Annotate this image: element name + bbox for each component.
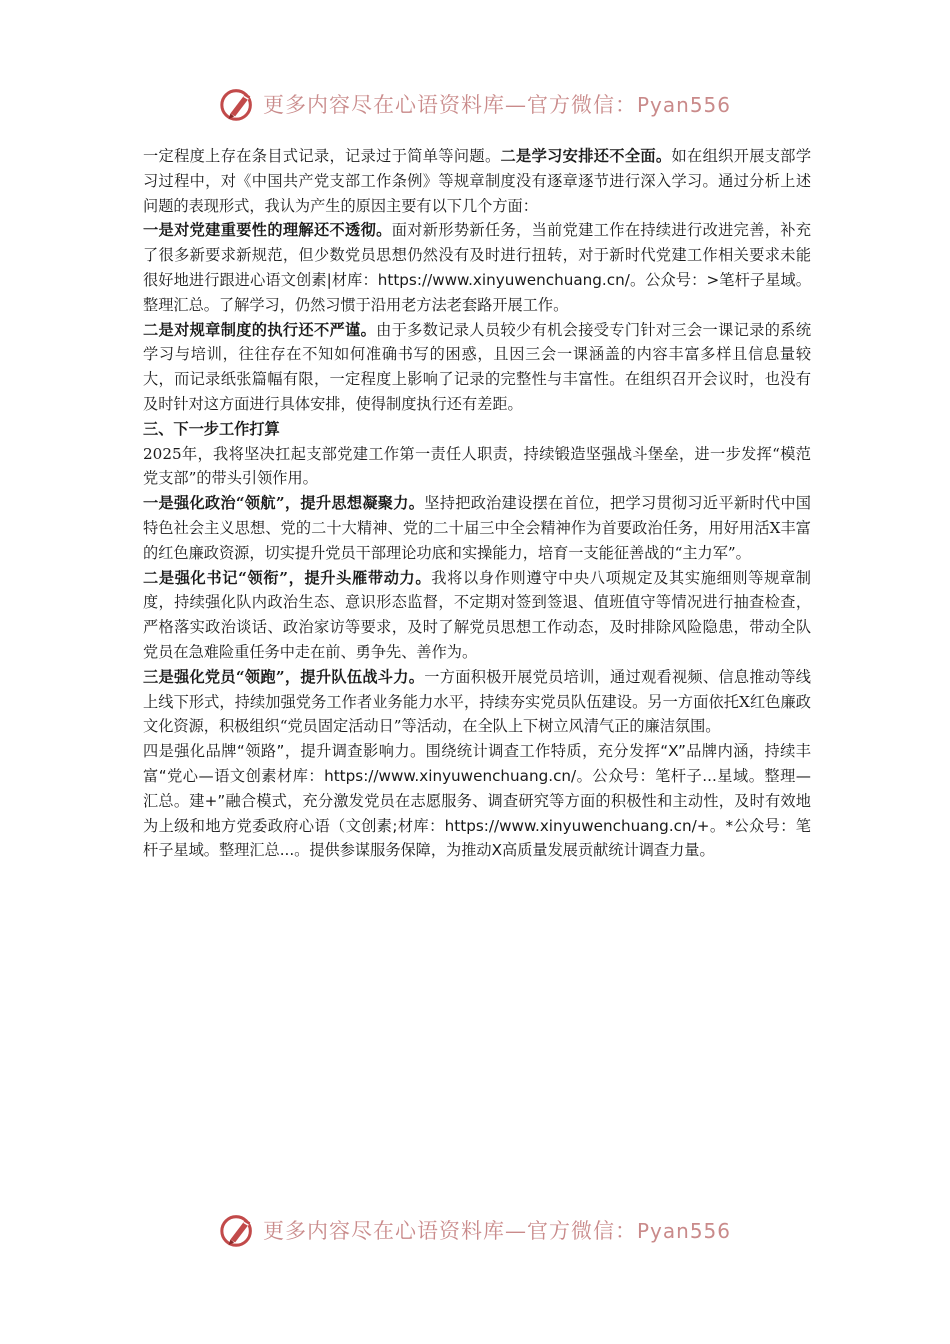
bold-run: 三、下一步工作打算 xyxy=(143,419,280,438)
text-run: 一定程度上存在条目式记录，记录过于简单等问题。 xyxy=(143,147,501,165)
document-body xyxy=(143,144,811,863)
paragraph xyxy=(143,218,811,317)
header-banner xyxy=(0,82,950,126)
paragraph xyxy=(143,665,811,739)
bold-run: 一是强化政治“领航”，提升思想凝聚力。 xyxy=(143,494,425,513)
text-run: 四是强化品牌“领路”，提升调查影响力。围绕统计调查工作特质，充分发挥“X”品牌内涵，持续丰富“党心—语文创素材库：https://www.xinyuwenchuang.cn/。公众号：笔杆子...星域。整理—汇总。建+”融合模式，充分激发党员在志愿服务、调查研究等方面的积极性和主动性，及时有效地为上级和地方党委政府心语（文创素;材库：https://www.xinyuwenchuang.cn/+。*公众号：笔杆子星域。整理汇总...。提供参谋服务保障，为推动X高质量发展贡献统计调查力量。 xyxy=(143,742,811,860)
paragraph xyxy=(143,318,811,417)
wechat-id: Pyan556 xyxy=(636,93,731,117)
paragraph xyxy=(143,739,811,863)
bold-run: 三是强化党员“领跑”，提升队伍战斗力。 xyxy=(143,667,425,686)
bold-run: 二是学习安排还不全面。 xyxy=(500,147,672,165)
text-run: 面对新形势新任务，当前党建工作在持续进行改进完善，补充了很多新要求新规范，但少数党员思想仍然没有及时进行扭转，对于新时代党建工作相关要求未能很好地进行跟进心语文创素|材库：https://www.xinyuwenchuang.cn/。公众号：>笔杆子星域。整理汇总。了解学习，仍然习惯于沿用老方法老套路开展工作。 xyxy=(143,221,812,314)
bold-run: 一是对党建重要性的理解还不透彻。 xyxy=(143,221,392,240)
bold-run: 二是对规章制度的执行还不严谨。 xyxy=(143,320,377,339)
paragraph xyxy=(143,491,811,565)
text-run: 由于多数记录人员较少有机会接受专门针对三会一课记录的系统学习与培训，往往存在不知如何准确书写的困惑，且因三会一课涵盖的内容丰富多样且信息量较大，而记录纸张篇幅有限，一定程度上影响了记录的完整性与丰富性。在组织召开会议时，也没有及时针对这方面进行具体安排，使得制度执行还有差距。 xyxy=(143,320,812,413)
wechat-id: Pyan556 xyxy=(636,1219,731,1243)
text-run: 2025年，我将坚决扛起支部党建工作第一责任人职责，持续锻造坚强战斗堡垒，进一步发挥“模范党支部”的带头引领作用。 xyxy=(143,444,811,488)
text-run: 一方面积极开展党员培训，通过观看视频、信息推动等线上线下形式，持续加强党务工作者业务能力水平，持续夯实党员队伍建设。另一方面依托X红色廉政文化资源，积极组织“党员固定活动日”等活动，在全队上下树立风清气正的廉洁氛围。 xyxy=(143,667,811,736)
footer-banner xyxy=(0,1208,950,1252)
text-run: 如在组织开展支部学习过程中，对《中国共产党支部工作条例》等规章制度没有逐章逐节进行深入学习。通过分析上述问题的表现形式，我认为产生的原因主要有以下几个方面： xyxy=(143,147,812,215)
paragraph xyxy=(143,566,811,665)
pen-logo-icon xyxy=(219,85,257,123)
banner-text: 更多内容尽在心语资料库—官方微信：Pyan556 xyxy=(262,1219,731,1243)
paragraph xyxy=(143,144,811,218)
paragraph xyxy=(143,442,811,492)
section-heading xyxy=(143,417,811,442)
text-run: 坚持把政治建设摆在首位，把学习贯彻习近平新时代中国特色社会主义思想、党的二十大精神、党的二十届三中全会精神作为首要政治任务，用好用活X丰富的红色廉政资源，切实提升党员干部理论功底和实操能力，培育一支能征善战的“主力军”。 xyxy=(143,494,811,562)
pen-logo-icon xyxy=(219,1211,257,1249)
banner-text: 更多内容尽在心语资料库—官方微信：Pyan556 xyxy=(262,93,731,117)
bold-run: 二是强化书记“领衔”，提升头雁带动力。 xyxy=(143,568,432,587)
text-run: 我将以身作则遵守中央八项规定及其实施细则等规章制度，持续强化队内政治生态、意识形态监督，不定期对签到签退、值班值守等情况进行抽查检查，严格落实政治谈话、政治家访等要求，及时了解党员思想工作动态，及时排除风险隐患，带动全队党员在急难险重任务中走在前、勇争先、善作为。 xyxy=(143,568,811,661)
